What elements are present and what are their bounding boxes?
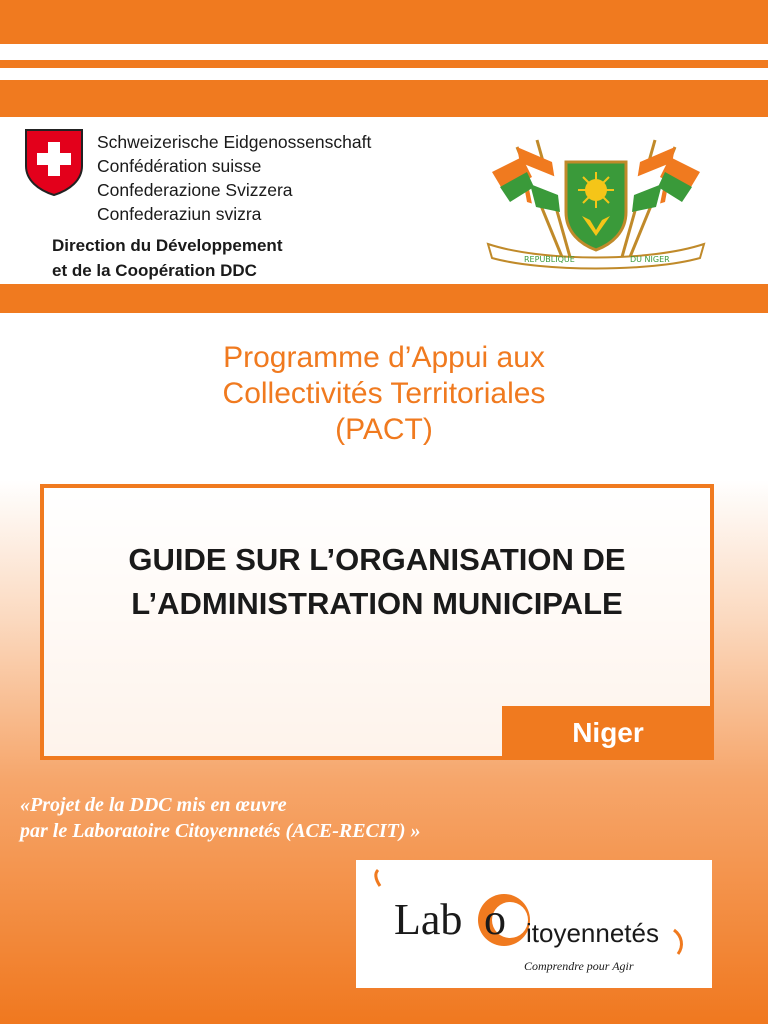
guide-title-box <box>40 484 714 760</box>
ddc-line-1: Direction du Développement <box>52 236 283 255</box>
logo-text-itoyennetes: itoyennetés <box>526 918 659 948</box>
orange-band <box>0 80 768 117</box>
logo-text-o: o <box>484 895 506 944</box>
niger-coat-of-arms-icon <box>482 132 710 272</box>
ddc-line-2: et de la Coopération DDC <box>52 261 257 280</box>
swiss-name-de: Schweizerische Eidgenossenschaft <box>97 132 372 152</box>
swiss-name-fr: Confédération suisse <box>97 156 262 176</box>
labo-citoyennetes-logo-box <box>356 860 712 988</box>
swiss-confederation-names <box>97 130 371 226</box>
logo-tagline: Comprendre pour Agir <box>524 959 634 973</box>
guide-title-line-1: GUIDE SUR L’ORGANISATION DE <box>128 542 626 577</box>
programme-title-line-2: Collectivités Territoriales <box>222 377 546 410</box>
header-bottom-band <box>0 284 768 313</box>
quote-line-2: par le Laboratoire Citoyennetés (ACE-RECIT) » <box>20 820 421 842</box>
project-quote <box>20 792 421 844</box>
thin-orange-stripe <box>0 60 768 68</box>
swiss-name-it: Confederazione Svizzera <box>97 180 293 200</box>
guide-title-line-2: L’ADMINISTRATION MUNICIPALE <box>131 586 623 621</box>
guide-title <box>44 538 710 626</box>
programme-title-line-3: (PACT) <box>335 413 433 446</box>
quote-line-1: «Projet de la DDC mis en œuvre <box>20 794 287 816</box>
logo-text-lab: Lab <box>394 895 463 944</box>
emblem-ring-text-right: DU NIGER <box>630 255 670 264</box>
country-tab: Niger <box>502 706 714 760</box>
emblem-ring-text-left: REPUBLIQUE <box>524 255 575 264</box>
programme-title <box>0 340 768 448</box>
swiss-flag-icon <box>24 128 84 196</box>
programme-title-line-1: Programme d’Appui aux <box>223 341 545 374</box>
ddc-label <box>52 233 282 283</box>
swiss-name-rm: Confederaziun svizra <box>97 204 262 224</box>
top-orange-band <box>0 0 768 44</box>
labo-citoyennetes-logo <box>356 860 712 988</box>
